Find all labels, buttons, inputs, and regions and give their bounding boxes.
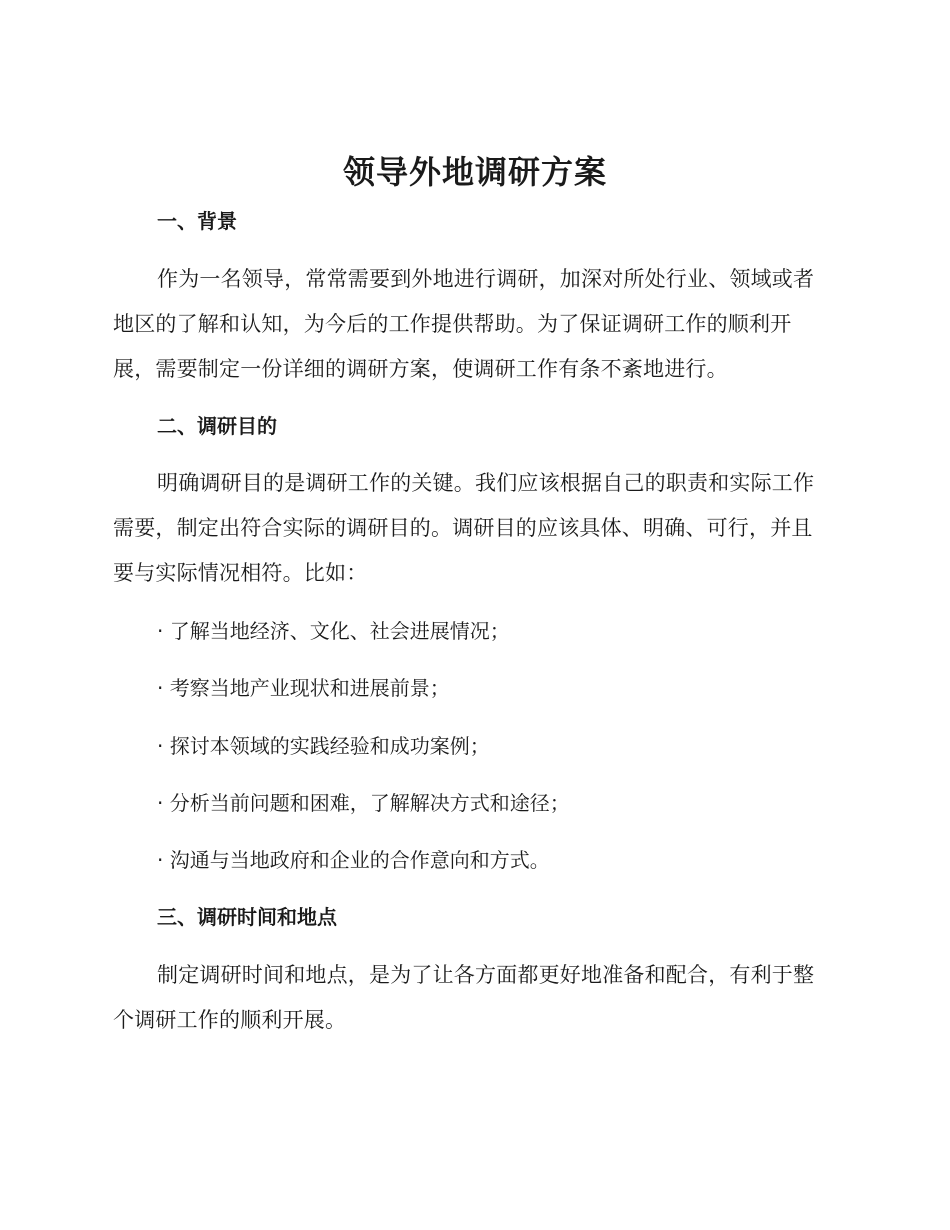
- list-item: · 考察当地产业现状和进展前景；: [157, 676, 450, 700]
- page-title: 领导外地调研方案: [342, 153, 607, 191]
- paragraph-time-place: [113, 953, 835, 1043]
- list-item: · 沟通与当地政府和企业的合作意向和方式。: [157, 848, 550, 872]
- paragraph-line: 要与实际情况相符。比如：: [113, 561, 368, 585]
- paragraph-line: 展，需要制定一份详细的调研方案，使调研工作有条不紊地进行。: [113, 357, 728, 381]
- paragraph-line: 作为一名领导，常常需要到外地进行调研，加深对所处行业、领域或者: [157, 267, 815, 291]
- paragraph-line: 需要，制定出符合实际的调研目的。调研目的应该具体、明确、可行，并且: [113, 516, 813, 540]
- paragraph-line: 个调研工作的顺利开展。: [113, 1008, 347, 1032]
- list-item: · 探讨本领域的实践经验和成功案例；: [157, 734, 490, 758]
- paragraph-line: 明确调研目的是调研工作的关键。我们应该根据自己的职责和实际工作: [157, 471, 815, 495]
- paragraph-line: 制定调研时间和地点，是为了让各方面都更好地准备和配合，有利于整: [157, 963, 815, 987]
- section-heading-time-place: 三、调研时间和地点: [157, 905, 337, 929]
- paragraph-purpose: [113, 461, 835, 596]
- section-heading-purpose: 二、调研目的: [157, 414, 277, 438]
- paragraph-background: [113, 257, 835, 392]
- paragraph-line: 地区的了解和认知，为今后的工作提供帮助。为了保证调研工作的顺利开: [113, 312, 792, 336]
- list-item: · 了解当地经济、文化、社会进展情况；: [157, 619, 510, 643]
- section-heading-background: 一、背景: [157, 209, 237, 233]
- list-item: · 分析当前问题和困难，了解解决方式和途径；: [157, 791, 570, 815]
